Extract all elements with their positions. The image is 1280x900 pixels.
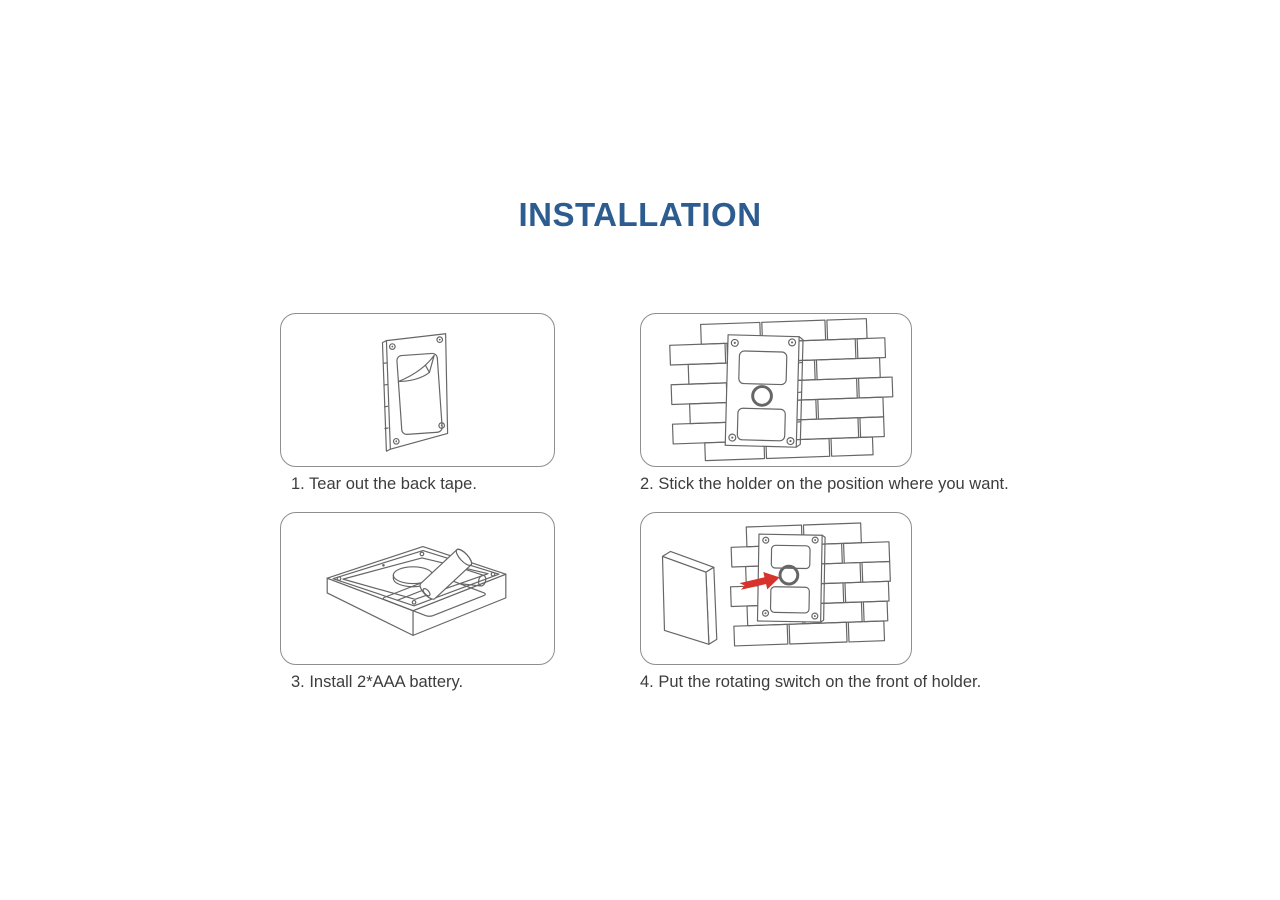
step-4 bbox=[640, 512, 982, 692]
step4-illustration-panel bbox=[640, 512, 912, 665]
holder-back-tape-illustration bbox=[281, 314, 554, 466]
holder-plate bbox=[725, 335, 803, 447]
holder-on-wall-illustration bbox=[641, 314, 911, 466]
page-title: INSTALLATION bbox=[518, 196, 762, 233]
step3-illustration-panel bbox=[280, 512, 555, 665]
battery-install-illustration bbox=[281, 513, 554, 664]
step2-illustration-panel bbox=[640, 313, 912, 467]
switch-panel bbox=[663, 551, 717, 644]
step4-caption: 4. Put the rotating switch on the front of holder. bbox=[640, 673, 982, 691]
step-1 bbox=[280, 313, 555, 494]
step-2 bbox=[640, 313, 1009, 494]
step-3 bbox=[280, 512, 555, 692]
step1-caption: 1. Tear out the back tape. bbox=[291, 475, 477, 493]
step1-illustration-panel bbox=[280, 313, 555, 467]
step3-caption: 3. Install 2*AAA battery. bbox=[291, 673, 464, 691]
step2-caption: 2. Stick the holder on the position where you want. bbox=[640, 475, 1009, 493]
switch-mounting-illustration bbox=[641, 513, 911, 664]
